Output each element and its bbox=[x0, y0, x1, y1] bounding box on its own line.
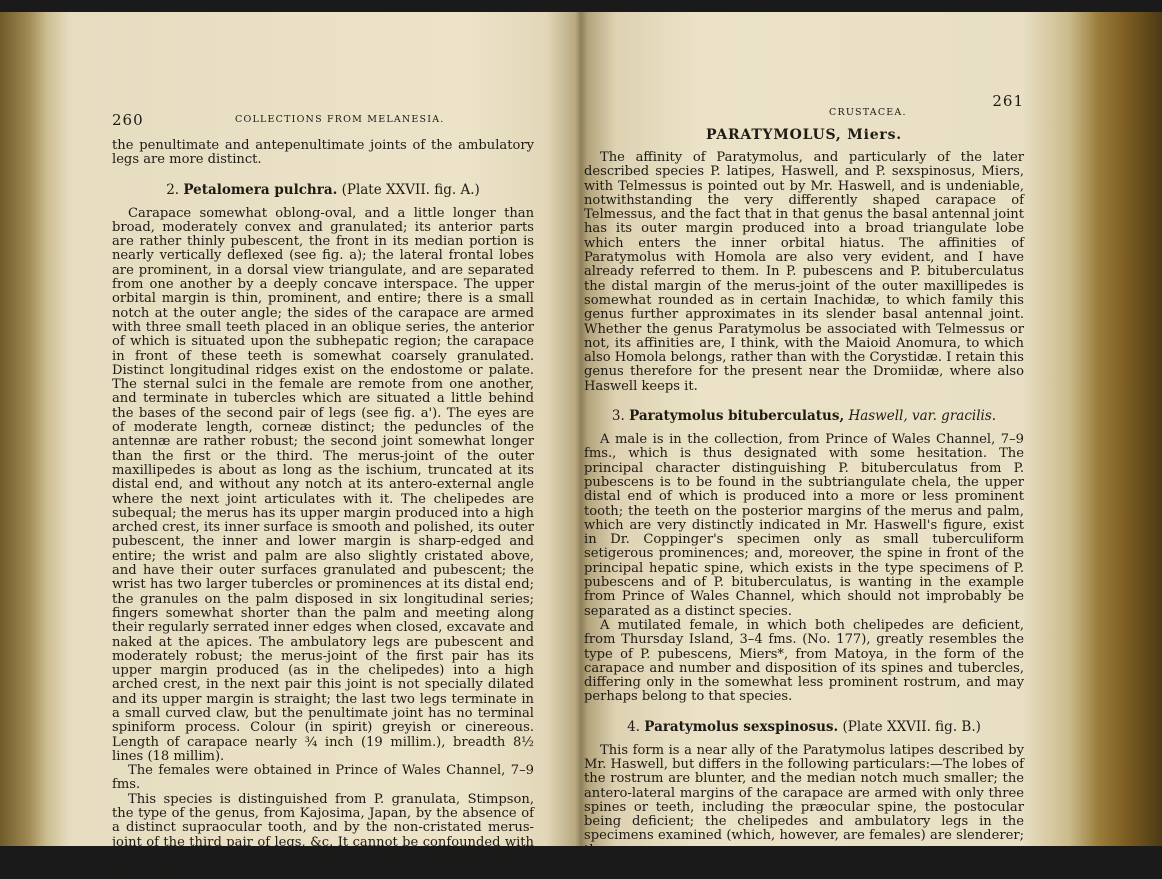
right-running-head bbox=[584, 92, 1024, 119]
species-name: Paratymolus sexspinosus. bbox=[644, 718, 839, 735]
description-paragraph: Carapace somewhat oblong-oval, and a little longer than broad, moderately convex and granulated; its anterior parts are rather thinly pubescent, the front in its median portion is nearly vertically deflexed (see fig. a); the lateral frontal lobes are prominent, in a dorsal view triangulate, and are separated from one another by a deeply concave interspace. The upper orbital margin is thin, prominent, and entire; there is a small notch at the outer angle; the sides of the carapace are armed with three small teeth placed in an oblique series, the anterior of which is situated upon the subhepatic region; the carapace in front of these teeth is somewhat coarsely granulated. Distinct longitudinal ridges exist on the endostome or palate. The sternal sulci in the female are remote from one another, and terminate in tubercles which are situated a little behind the bases of the second pair of legs (see fig. a'). The eyes are of moderate length, corneæ distinct; the peduncles of the antennæ are rather robust; the second joint somewhat longer than the first or the third. The merus-joint of the outer maxillipedes is about as long as the ischium, truncated at its distal end, and without any notch at its antero-external angle where the next joint articulates with it. The chelipedes are subequal; the merus has its upper margin produced into a high arched crest, its inner surface is smooth and polished, its outer pubescent, the inner and lower margin is sharp-edged and entire; the wrist and palm are also slightly cristated above, and have their outer surfaces granulated and pubescent; the wrist has two larger tubercles or prominences at its distal end; the granules on the palm disposed in six longitudinal series; fingers somewhat shorter than the palm and meeting along their regularly serrated inner edges when closed, excavate and naked at the apices. The ambulatory legs are pubescent and moderately robust; the merus-joint of the first pair has its upper margin produced (as in the chelipedes) into a high arched crest, in the next pair this joint is not specially dilated and its upper margin is straight; the last two legs terminate in a small curved claw, but the penultimate joint has no terminal spiniform process. Colour (in spirit) greyish or cinereous. Length of carapace nearly ¾ inch (19 millim.), breadth 8½ lines (18 millim). bbox=[112, 205, 534, 764]
left-page-number: 260 bbox=[112, 111, 144, 129]
genus-paragraph: The affinity of Paratymolus, and particularly of the later described species P. latipes, Haswell, and P. sexspinosus, Miers, with Telmessus is pointed out by Mr. Haswell, and is undeniable, notwithstanding the very differently shaped carapace of Telmessus, and the fact that in that genus the basal antennal joint has its outer margin produced into a broad triangulate lobe which enters the inner orbital hiatus. The affinities of Paratymolus with Homola are also very evident, and I have already referred to them. In P. pubescens and P. bituberculatus the distal margin of the merus-joint of the outer maxillipedes is somewhat rounded as in certain Inachidæ, to which family this genus further approximates in its slender basal antennal joint. Whether the genus Paratymolus be associated with Telmessus or not, its affinities are, I think, with the Maioid Anomura, to which also Homola belongs, rather than with the Corystidæ. I retain this genus therefore for the present near the Dromiidæ, where also Haswell keeps it. bbox=[584, 150, 1024, 394]
section-number: 3. bbox=[611, 408, 625, 425]
right-page-number: 261 bbox=[992, 92, 1024, 110]
section-heading-4 bbox=[584, 719, 1024, 735]
female-specimen-paragraph: A mutilated female, in which both chelipedes are deficient, from Thursday Island, 3–4 fms. (No. 177), greatly resembles the type of P. pubescens, Miers*, from Matoya, in the form of the carapace and number and disposition of its spines and tubercles, differing only in the somewhat less prominent rostrum, and may perhaps belong to that species. bbox=[584, 617, 1024, 705]
open-book bbox=[0, 12, 1162, 879]
right-running-title: CRUSTACEA. bbox=[829, 107, 907, 118]
plate-reference: (Plate XXVII. fig. A.) bbox=[341, 181, 480, 198]
locality-paragraph: The females were obtained in Prince of Wales Channel, 7–9 fms. bbox=[112, 763, 534, 793]
genus-heading: PARATYMOLUS, Miers. bbox=[706, 127, 902, 143]
male-specimen-paragraph: A male is in the collection, from Prince of Wales Channel, 7–9 fms., which is thus designated with some hesitation. The principal character distinguishing P. bituberculatus from P. pubescens is to be found in the subtriangulate chela, the upper distal end of which is produced into a more or less prominent tooth; the teeth on the posterior margins of the merus and palm, which are very distinctly indicated in Mr. Haswell's figure, exist in Dr. Coppinger's specimen only as small tuberculiform setigerous prominences; and, moreover, the spine in front of the principal hepatic spine, which exists in the type specimens of P. pubescens and of P. bituberculatus, is wanting in the example from Prince of Wales Channel, which should not improbably be separated as a distinct species. bbox=[584, 432, 1024, 619]
footnote: * Proc. Zool. Soc. p. 45, pl. ii. fig. 6 (1879). bbox=[684, 864, 924, 878]
species-authority: Haswell, var. gracilis. bbox=[848, 408, 997, 425]
sexspinosus-paragraph: This form is a near ally of the Paratymolus latipes described by Mr. Haswell, but differs in the following particulars:—The lobes of the rostrum are blunter, and the median notch much smaller; the antero-lateral margins of the carapace are armed with only three spines or teeth, including the præocular spine, the postocular being deficient; the chelipedes and ambulatory legs in the specimens examined (which, however, are females) are slenderer; the merus- bbox=[584, 742, 1024, 858]
section-heading-2 bbox=[112, 182, 534, 198]
plate-reference: (Plate XXVII. fig. B.) bbox=[842, 718, 981, 735]
right-page bbox=[584, 92, 1024, 878]
left-running-title: COLLECTIONS FROM MELANESIA. bbox=[235, 114, 445, 125]
remarks-paragraph: This species is distinguished from P. granulata, Stimpson, the type of the genus, from Kajosima, Japan, by the absence of a distinct supraocular tooth, and by the non-cristated merus-joint of the third pair of legs, &c. It cannot be confounded with any of the Australian Dromiæ described by Mr. Haswell (Catal. pp. 139–141). bbox=[112, 791, 534, 879]
section-heading-3 bbox=[584, 408, 1024, 424]
left-page bbox=[112, 97, 534, 879]
species-name: Paratymolus bituberculatus, bbox=[629, 408, 845, 425]
species-name: Petalomera pulchra. bbox=[183, 181, 338, 198]
left-intro-paragraph: the penultimate and antepenultimate joints of the ambulatory legs are more distinct. bbox=[112, 138, 534, 168]
section-number: 2. bbox=[166, 181, 180, 198]
section-number: 4. bbox=[627, 718, 640, 735]
left-running-head bbox=[112, 97, 534, 129]
